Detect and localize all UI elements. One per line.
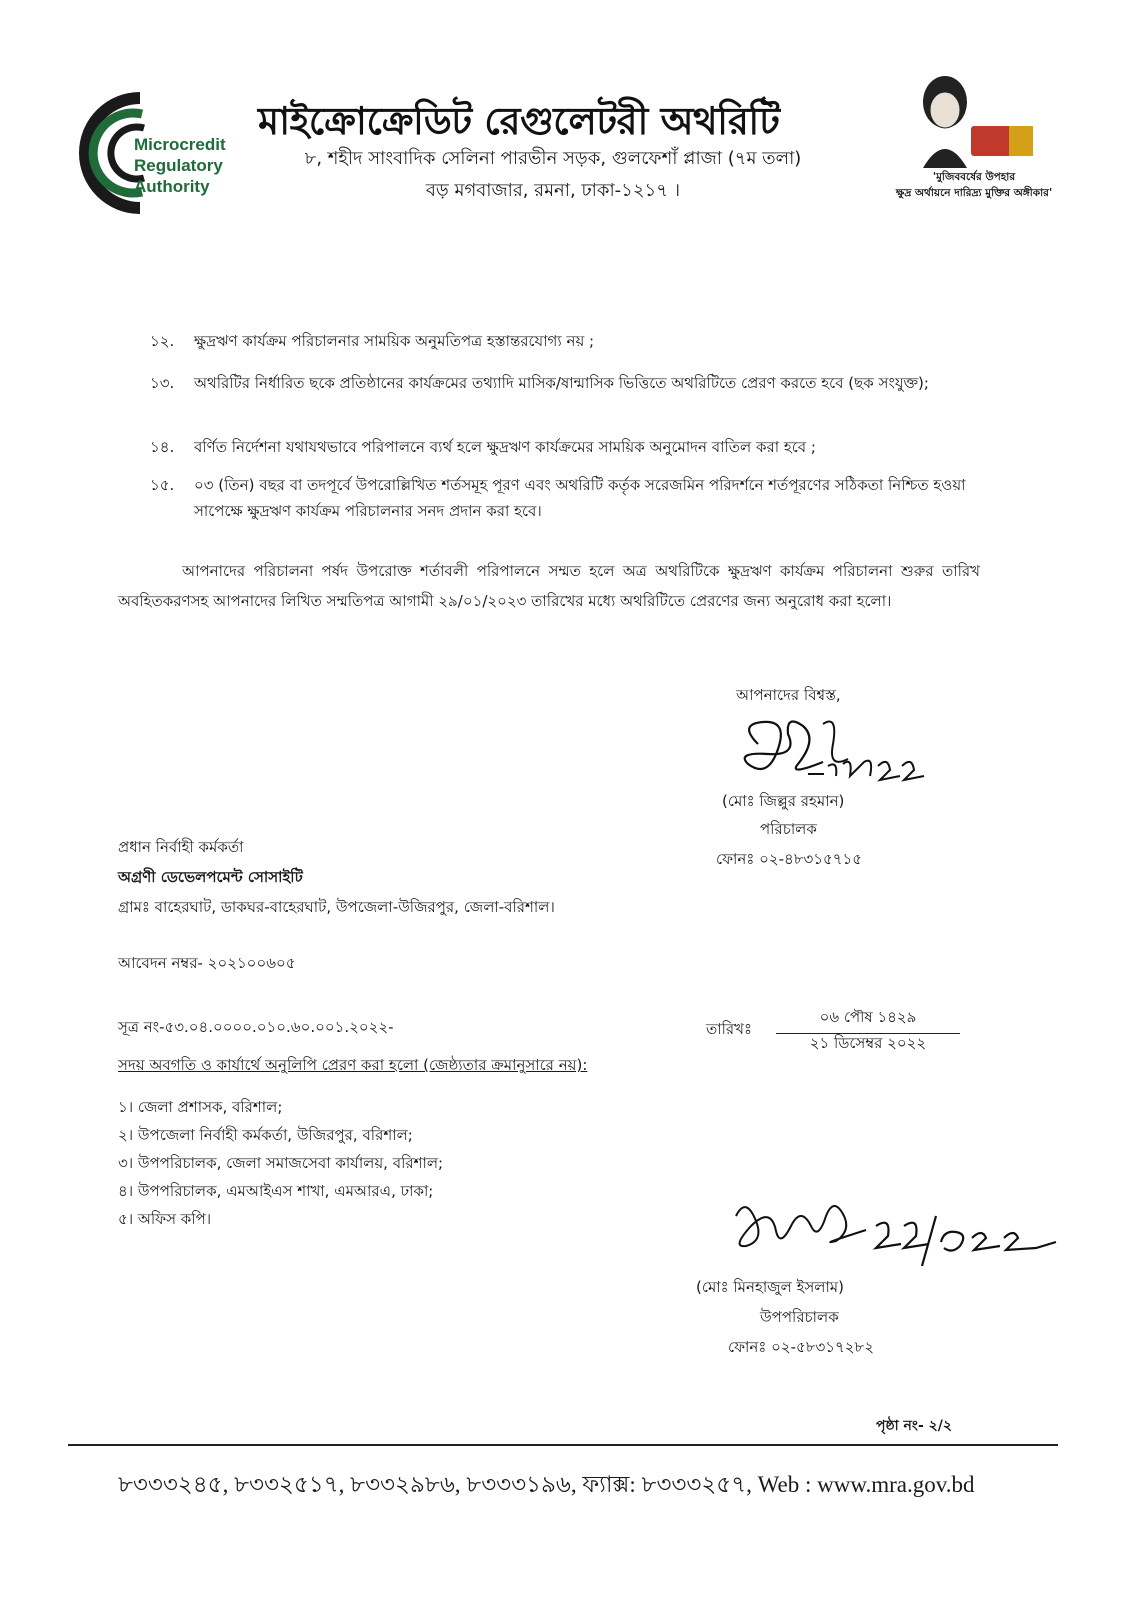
clause-item: [150, 434, 980, 460]
logo-text-line: Microcredit: [134, 135, 226, 154]
clause-number: ১৩.: [150, 374, 175, 392]
logo-text: [134, 134, 226, 197]
recipient-address: গ্রামঃ বাহেরঘাট, ডাকঘর-বাহেরঘাট, উপজেলা-উজিরপুর, জেলা-বরিশাল।: [118, 898, 555, 916]
copy-distribution-heading: সদয় অবগতি ও কার্যার্থে অনুলিপি প্রেরণ করা হলো (জেষ্ঠ্যতার ক্রমানুসারে নয়):: [118, 1056, 588, 1074]
application-number: আবেদন নম্বর- ২০২১০০৬০৫: [118, 954, 296, 972]
clause-text: ক্ষুদ্রঋণ কার্যক্রম পরিচালনার সাময়িক অনুমতিপত্র হস্তান্তরযোগ্য নয় ;: [194, 332, 595, 350]
footer-contact: ৮৩৩৩২৪৫, ৮৩৩২৫১৭, ৮৩৩২৯৮৬, ৮৩৩৩১৯৬, ফ্যাক্স: ৮৩৩৩২৫৭, Web : www.mra.gov.bd: [118, 1472, 975, 1497]
logo-text-line: Authority: [134, 177, 210, 196]
date-label: তারিখঃ: [706, 1020, 752, 1038]
clause-text: বর্ণিত নির্দেশনা যথাযথভাবে পরিপালনে ব্যর্থ হলে ক্ষুদ্রঋণ কার্যক্রমের সাময়িক অনুমোদন বাতিল করা হবে ;: [194, 438, 816, 456]
date-bengali-calendar: ০৬ পৌষ ১৪২৯: [776, 1006, 960, 1034]
clause-text: অথরিটির নির্ধারিত ছকে প্রতিষ্ঠানের কার্যক্রমের তথ্যাদি মাসিক/ষান্মাসিক ভিত্তিতে অথরিটিতে প্রেরণ করতে হবে (ছক সংযুক্ত);: [194, 374, 929, 392]
emblem-caption-line-1: 'মুজিববর্ষের উপহার: [932, 171, 1016, 183]
closing-salutation: আপনাদের বিশ্বস্ত,: [736, 686, 841, 704]
clause-item: [150, 328, 980, 354]
signatory-name: (মোঃ জিল্লুর রহমান): [722, 792, 845, 810]
logo-text-line: Regulatory: [134, 156, 223, 175]
recipient-designation: প্রধান নির্বাহী কর্মকর্তা: [118, 838, 244, 856]
clause-text: ০৩ (তিন) বছর বা তদপূর্বে উপরোল্লিখিত শর্তসমূহ পূরণ এবং অথরিটি কর্তৃক সরেজমিন পরিদর্শনে শর্তপূরণের সঠিকতা নিশ্চিত হওয়া সাপেক্ষে ক্ষুদ্রঋণ কার্যক্রম পরিচালনার সনদ প্রদান করা হবে।: [194, 476, 966, 520]
copy-recipient-item: ২। উপজেলা নির্বাহী কর্মকর্তা, উজিরপুর, বরিশাল;: [118, 1126, 413, 1144]
address-line-1: ৮, শহীদ সাংবাদিক সেলিনা পারভীন সড়ক, গুলফেশাঁ প্লাজা (৭ম তলা): [304, 148, 802, 169]
organization-title: মাইক্রোক্রেডিট রেগুলেটরী অথরিটি: [258, 99, 780, 143]
recipient-organization: অগ্রণী ডেভেলপমেন্ট সোসাইটি: [118, 868, 303, 886]
signatory-phone: ফোনঃ ০২-৫৮৩১৭২৮২: [728, 1338, 874, 1356]
copy-recipient-item: ৩। উপপরিচালক, জেলা সমাজসেবা কার্যালয়, বরিশাল;: [118, 1154, 444, 1172]
clause-number: ১৪.: [150, 438, 175, 456]
clause-item: [150, 370, 980, 396]
clause-item: [150, 472, 980, 524]
body-paragraph: আপনাদের পরিচালনা পর্ষদ উপরোক্ত শর্তাবলী পরিপালনে সম্মত হলে অত্র অথরিটিকে ক্ষুদ্রঋণ কার্যক্রম পরিচালনা শুরুর তারিখ অবহিতকরণসহ আপনাদের লিখিত সম্মতিপত্র আগামী ২৯/০১/২০২৩ তারিখের মধ্যে অথরিটিতে প্রেরণের জন্য অনুরোধ করা হলো।: [118, 562, 980, 610]
mujib-borsho-emblem: [905, 68, 1037, 168]
date-gregorian: ২১ ডিসেম্বর ২০২২: [809, 1034, 927, 1052]
page-number: পৃষ্ঠা নং- ২/২: [876, 1418, 952, 1434]
clause-number: ১২.: [150, 332, 175, 350]
signatory-name: (মোঃ মিনহাজুল ইসলাম): [696, 1278, 844, 1296]
address-line-2: বড় মগবাজার, রমনা, ঢাকা-১২১৭ ।: [425, 180, 681, 201]
clause-number: ১৫.: [150, 476, 175, 494]
emblem-caption-line-2: ক্ষুদ্র অর্থায়নে দারিদ্র্য মুক্তির অঙ্গীকার': [895, 187, 1053, 199]
signatory-phone: ফোনঃ ০২-৪৮৩১৫৭১৫: [716, 850, 862, 868]
copy-recipient-item: ১। জেলা প্রশাসক, বরিশাল;: [118, 1098, 283, 1116]
reference-number: সূত্র নং-৫৩.০৪.০০০০.০১০.৬০.০০১.২০২২-: [118, 1018, 394, 1036]
copy-recipient-item: ৫। অফিস কপি।: [118, 1210, 212, 1228]
copy-recipient-item: ৪। উপপরিচালক, এমআইএস শাখা, এমআরএ, ঢাকা;: [118, 1182, 434, 1200]
footer-divider: [68, 1444, 1058, 1446]
signature-director: [728, 704, 928, 796]
signatory-designation: উপপরিচালক: [760, 1308, 839, 1326]
signatory-designation: পরিচালক: [760, 820, 817, 838]
